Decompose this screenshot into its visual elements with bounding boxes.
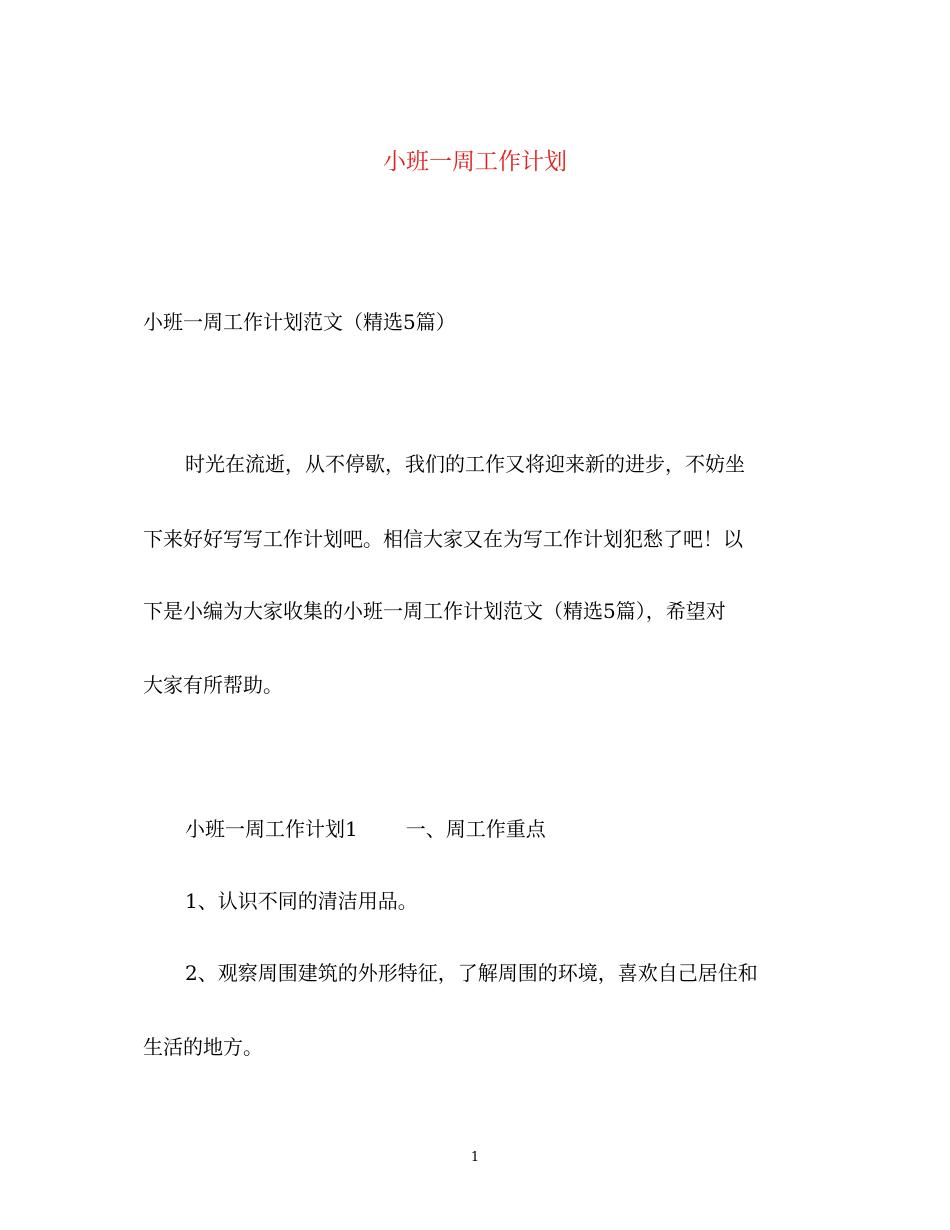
list-item-2-line-2: 生活的地方。 — [143, 1035, 263, 1059]
section-heading: 小班一周工作计划1 — [185, 817, 358, 841]
list-item-1: 1、认识不同的清洁用品。 — [185, 889, 418, 913]
list-item-2-line-1: 2、观察周围建筑的外形特征，了解周围的环境，喜欢自己居住和 — [185, 961, 758, 985]
intro-line-1: 时光在流逝，从不停歇，我们的工作又将迎来新的进步，不妨坐 — [185, 452, 745, 476]
intro-line-3: 下是小编为大家收集的小班一周工作计划范文（精选5篇），希望对 — [143, 599, 726, 623]
section-subheading: 一、周工作重点 — [405, 817, 546, 841]
intro-line-4: 大家有所帮助。 — [143, 673, 283, 697]
page-number: 1 — [470, 1150, 480, 1165]
section-heading-row — [185, 815, 546, 843]
document-subtitle: 小班一周工作计划范文（精选5篇） — [143, 310, 456, 334]
document-title: 小班一周工作计划 — [383, 149, 567, 175]
intro-line-2: 下来好好写写工作计划吧。相信大家又在为写工作计划犯愁了吧！以 — [143, 527, 743, 551]
